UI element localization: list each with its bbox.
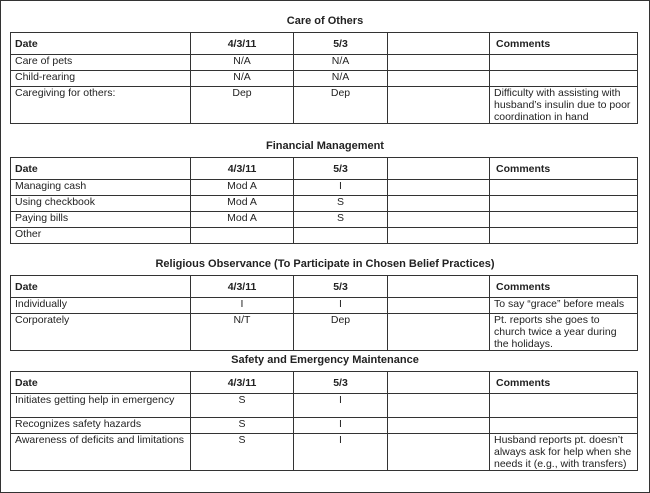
- row-value-3: [388, 212, 490, 228]
- row-value-1: [191, 228, 294, 244]
- row-value-1: Mod A: [191, 212, 294, 228]
- row-value-1: S: [191, 394, 294, 418]
- row-comment: [490, 212, 638, 228]
- row-value-1: Dep: [191, 87, 294, 124]
- row-value-1: N/T: [191, 314, 294, 351]
- header-date-1: 4/3/11: [191, 276, 294, 298]
- row-label: Awareness of deficits and limitations: [11, 434, 191, 471]
- header-blank: [388, 276, 490, 298]
- header-comments: Comments: [490, 158, 638, 180]
- row-value-2: S: [294, 196, 388, 212]
- table-header-row: [11, 276, 638, 298]
- row-value-3: [388, 71, 490, 87]
- header-date-2: 5/3: [294, 276, 388, 298]
- table-header-row: [11, 372, 638, 394]
- row-value-2: I: [294, 394, 388, 418]
- header-comments: Comments: [490, 372, 638, 394]
- row-label: Using checkbook: [11, 196, 191, 212]
- row-label: Corporately: [11, 314, 191, 351]
- row-value-2: [294, 228, 388, 244]
- row-comment: [490, 418, 638, 434]
- row-value-2: S: [294, 212, 388, 228]
- row-value-3: [388, 228, 490, 244]
- header-blank: [388, 33, 490, 55]
- header-comments: Comments: [490, 276, 638, 298]
- row-value-2: I: [294, 418, 388, 434]
- table-row: [11, 196, 638, 212]
- row-value-3: [388, 180, 490, 196]
- table-row: [11, 71, 638, 87]
- row-comment: [490, 228, 638, 244]
- table-row: [11, 180, 638, 196]
- section-title-safety-emergency: Safety and Emergency Maintenance: [231, 354, 419, 366]
- row-value-3: [388, 394, 490, 418]
- section-title-care-of-others: Care of Others: [286, 15, 364, 27]
- row-comment: Difficulty with assisting with husband’s insulin due to poor coordination in hand: [490, 87, 638, 124]
- header-date-2: 5/3: [294, 158, 388, 180]
- header-blank: [388, 372, 490, 394]
- header-date-1: 4/3/11: [191, 158, 294, 180]
- row-value-1: Mod A: [191, 196, 294, 212]
- row-value-2: I: [294, 434, 388, 471]
- table-row: [11, 418, 638, 434]
- row-label: Other: [11, 228, 191, 244]
- row-label: Child-rearing: [11, 71, 191, 87]
- table-header-row: [11, 158, 638, 180]
- row-value-1: S: [191, 418, 294, 434]
- table-header-row: [11, 33, 638, 55]
- row-value-2: N/A: [294, 55, 388, 71]
- row-value-1: I: [191, 298, 294, 314]
- table-care-of-others: [10, 32, 638, 124]
- header-date-2: 5/3: [294, 33, 388, 55]
- row-comment: [490, 196, 638, 212]
- header-date-1: 4/3/11: [191, 372, 294, 394]
- row-label: Care of pets: [11, 55, 191, 71]
- row-comment: [490, 55, 638, 71]
- header-date: Date: [11, 158, 191, 180]
- table-row: [11, 394, 638, 418]
- row-value-3: [388, 434, 490, 471]
- header-date-1: 4/3/11: [191, 33, 294, 55]
- row-value-1: N/A: [191, 55, 294, 71]
- header-blank: [388, 158, 490, 180]
- section-title-religious-observance: Religious Observance (To Participate in Chosen Belief Practices): [155, 258, 495, 270]
- row-value-3: [388, 87, 490, 124]
- header-date: Date: [11, 33, 191, 55]
- row-label: Caregiving for others:: [11, 87, 191, 124]
- header-date-2: 5/3: [294, 372, 388, 394]
- row-label: Individually: [11, 298, 191, 314]
- row-value-2: Dep: [294, 87, 388, 124]
- row-comment: [490, 394, 638, 418]
- table-row: [11, 212, 638, 228]
- row-label: Managing cash: [11, 180, 191, 196]
- table-row: [11, 314, 638, 351]
- row-value-3: [388, 418, 490, 434]
- table-row: [11, 434, 638, 471]
- header-comments: Comments: [490, 33, 638, 55]
- row-comment: [490, 180, 638, 196]
- table-financial-management: [10, 157, 638, 244]
- row-value-3: [388, 196, 490, 212]
- row-comment: To say “grace” before meals: [490, 298, 638, 314]
- table-row: [11, 228, 638, 244]
- row-comment: Husband reports pt. doesn’t always ask for help when she needs it (e.g., with transfers): [490, 434, 638, 471]
- row-value-2: I: [294, 180, 388, 196]
- header-date: Date: [11, 276, 191, 298]
- row-value-1: S: [191, 434, 294, 471]
- row-value-3: [388, 298, 490, 314]
- row-label: Paying bills: [11, 212, 191, 228]
- table-row: [11, 87, 638, 124]
- row-value-2: Dep: [294, 314, 388, 351]
- table-safety-emergency: [10, 371, 638, 471]
- row-value-3: [388, 55, 490, 71]
- row-label: Initiates getting help in emergency: [11, 394, 191, 418]
- row-value-1: N/A: [191, 71, 294, 87]
- row-comment: [490, 71, 638, 87]
- row-label: Recognizes safety hazards: [11, 418, 191, 434]
- table-row: [11, 298, 638, 314]
- row-value-1: Mod A: [191, 180, 294, 196]
- row-value-3: [388, 314, 490, 351]
- header-date: Date: [11, 372, 191, 394]
- row-value-2: N/A: [294, 71, 388, 87]
- table-row: [11, 55, 638, 71]
- row-value-2: I: [294, 298, 388, 314]
- table-religious-observance: [10, 275, 638, 351]
- row-comment: Pt. reports she goes to church twice a year during the holidays.: [490, 314, 638, 351]
- section-title-financial-management: Financial Management: [266, 140, 384, 152]
